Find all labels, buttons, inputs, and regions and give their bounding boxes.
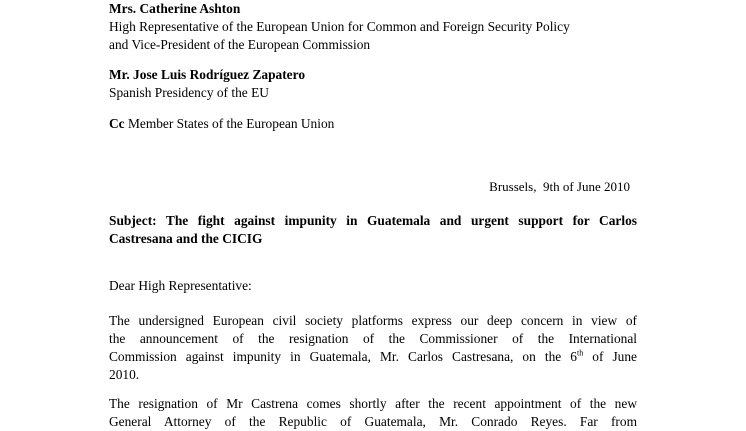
paragraph-line: General Attorney of the Republic of Guatemala, Mr. Conrado Reyes. Far from — [109, 414, 637, 429]
recipient-title-line: and Vice-President of the European Commission — [109, 37, 371, 52]
subject — [109, 212, 637, 248]
paragraph-line: the announcement of the resignation of the Commissioner of the International — [109, 331, 637, 346]
subject-line: Subject: The fight against impunity in Guatemala and urgent support for Carlos — [109, 213, 637, 228]
recipient-name: Mr. Jose Luis Rodríguez Zapatero — [109, 67, 306, 82]
cc-text: Member States of the European Union — [124, 116, 335, 131]
subject-line: Castresana and the CICIG — [109, 231, 263, 246]
paragraph-line: The undersigned European civil society platforms express our deep concern in view of — [109, 313, 637, 328]
paragraph-1 — [109, 312, 637, 384]
paragraph-line: Commission against impunity in Guatemala, Mr. Carlos Castresana, on the 6th of June — [109, 348, 637, 364]
ordinal-suffix: th — [576, 348, 584, 358]
recipient-title-line: Spanish Presidency of the EU — [109, 85, 269, 100]
recipient-title-line: High Representative of the European Union for Common and Foreign Security Policy — [109, 19, 570, 34]
cc-line — [109, 115, 637, 133]
cc-label: Cc — [109, 116, 125, 131]
letter-date: Brussels, 9th of June 2010 — [489, 179, 630, 194]
recipient-name: Mrs. Catherine Ashton — [109, 1, 241, 16]
recipient-zapatero — [109, 66, 637, 102]
paragraph-line: 2010. — [109, 367, 140, 382]
paragraph-2 — [109, 395, 637, 431]
paragraph-line: The resignation of Mr Castrena comes shortly after the recent appointment of the new — [109, 396, 637, 411]
recipient-ashton — [109, 0, 637, 54]
salutation: Dear High Representative: — [109, 278, 252, 293]
